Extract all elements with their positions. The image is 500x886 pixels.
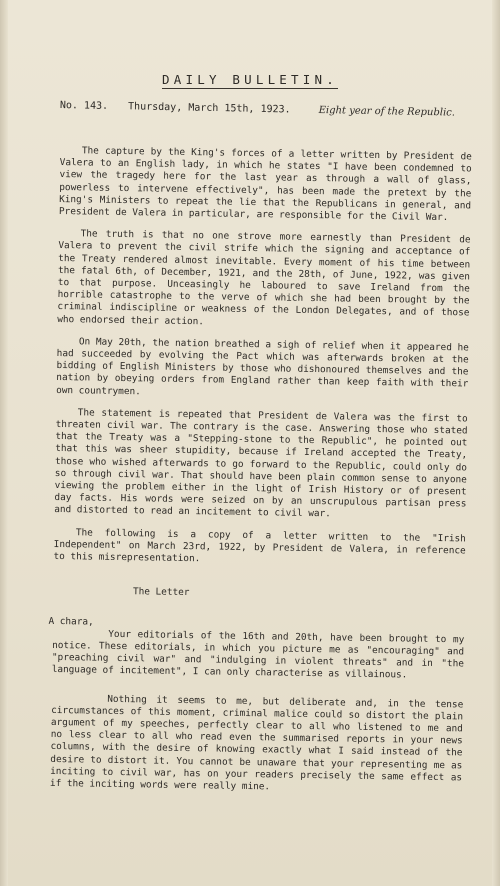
letter-heading: The Letter bbox=[132, 586, 190, 599]
bulletin-body bbox=[50, 145, 472, 807]
republic-year: Eight year of the Republic. bbox=[318, 104, 456, 119]
masthead bbox=[0, 72, 500, 87]
letter-paragraph-editorials: Your editorials of the 16th and 20th, have been brought to my notice. These editorials, in which you picture me as "encouraging" and "preaching civil war" and "indulging in violent threats" and in "the language of incitement", I can only characterise as villainous. bbox=[51, 628, 465, 681]
bulletin-number: No. 143. bbox=[59, 100, 109, 112]
paragraph-pact: On May 20th, the nation breathed a sigh of relief when it appeared he had succeeded by evolving the Pact which was afterwards broken at the bidding of English Ministers by those who dishonoured themselves and the nation by obeying orders from England rather than keep faith with their own countrymen. bbox=[56, 336, 469, 397]
paragraph-following: The following is a copy of a letter written to the "Irish Independent" on March 23rd, 1922, by President de Valera, in reference to this misrepresentation. bbox=[53, 526, 466, 565]
paragraph-capture: The capture by the King's forces of a letter written by President de Valera to an English lady, in which he states "I have been condemned to view the tragedy here for the last year as through a wall of glass, powerless to intervene effectively", has been made the pretext by the King's Ministers to repeat the lie that the Republicans in general, and President de Valera in particular, are responsible for the Civil War. bbox=[58, 145, 472, 224]
dateline bbox=[60, 100, 490, 119]
masthead-title: DAILY BULLETIN. bbox=[162, 72, 338, 87]
letter-paragraph-malice: Nothing it seems to me, but deliberate and, in the tense circumstances of this moment, criminal malice could so distort the plain argument of my speeches, perfectly clear to all who listened to me and no less clear to all who read even the summarised reports in your news columns, with the desire of knowing exactly what I said instead of the desire to distort it. You cannot be unaware that your representing me as inciting to civil war, has on your readers precisely the same effect as if the inciting words were really mine. bbox=[49, 693, 464, 793]
bulletin-date: Thursday, March 15th, 1923. bbox=[127, 101, 291, 116]
letter-salutation: A chara, bbox=[48, 615, 94, 628]
paragraph-truth: The truth is that no one strove more earnestly than President de Valera to prevent the civil strife which the signing and acceptance of the Treaty rendered almost inevitable. Every moment of his time between the fatal 6th, of December, 1921, and the 28th, of June, 1922, was given to that purpose. Unceasingly he laboured to save Ireland from the horrible catastrophe to the verve of which she had been brought by the criminal indiscipline or weakness of the London Delegates, and of those who endorsed their action. bbox=[57, 228, 471, 327]
page-edge-right bbox=[492, 0, 500, 886]
paragraph-statement: The statement is repeated that President de Valera was the first to threaten civil war. The contrary is the case. Answering those who stated that the Treaty was a "Stepping-stone to the Republic", he pointed out that this was sheer stupidity, because if Ireland accepted the Treaty, those who wished afterwards to go forward to the Republic, could only do so through civil war. That should have been plain common sense to anyone viewing the problem either in the light of Irish History or of present day facts. His words were seized on by an unscrupulous partisan press and distorted to read an incitement to civil war. bbox=[54, 407, 468, 520]
page-edge-left bbox=[0, 0, 8, 886]
